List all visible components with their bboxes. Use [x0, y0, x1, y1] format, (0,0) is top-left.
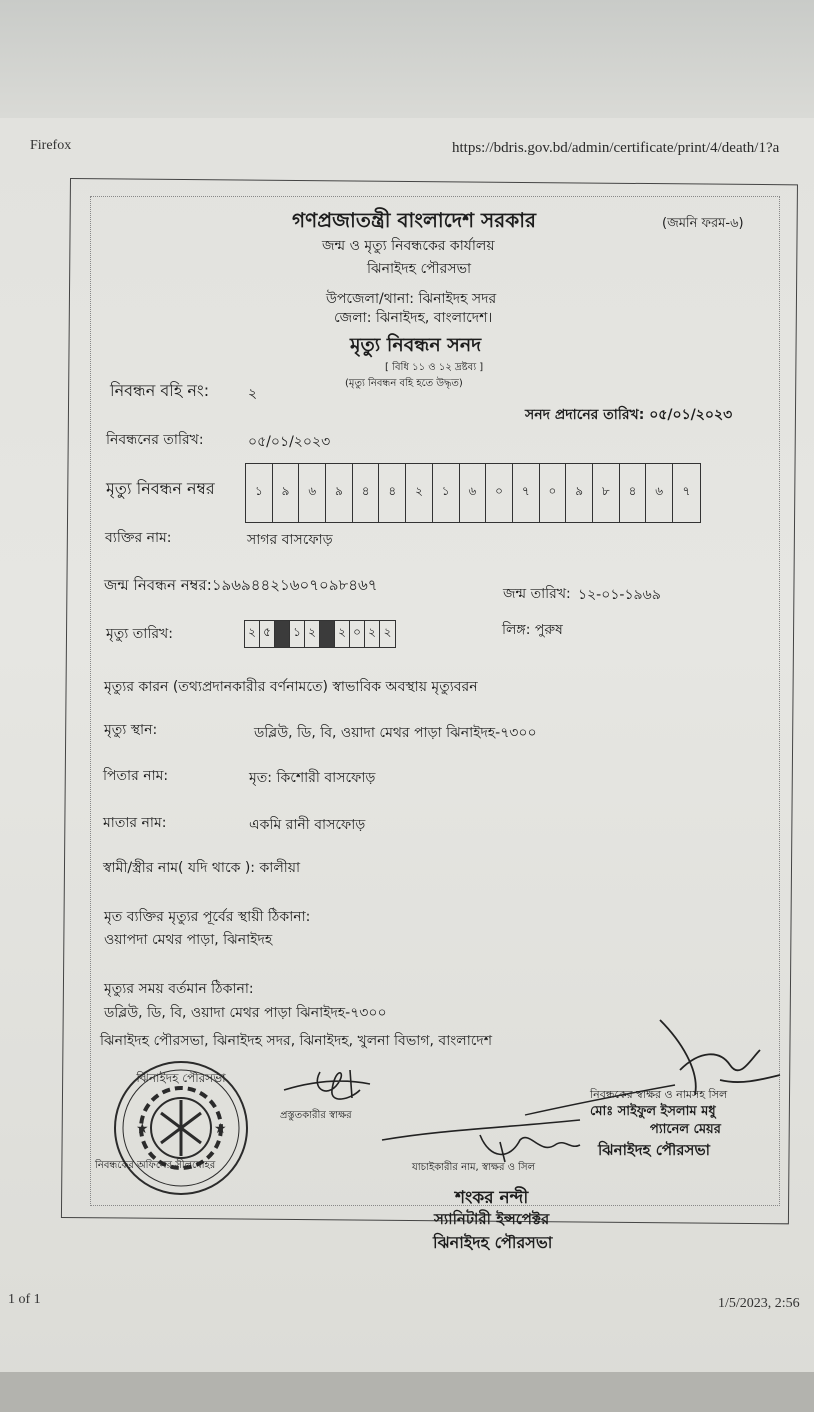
reg-digit: ৭	[513, 464, 540, 522]
office-name: জন্ম ও মৃত্যু নিবন্ধকের কার্যালয়	[322, 238, 495, 254]
reg-digit: ২	[406, 464, 433, 522]
certificate-title: মৃত্যু নিবন্ধন সনদ	[350, 334, 482, 356]
table-surface	[0, 1372, 814, 1412]
reg-digit: ৪	[620, 464, 647, 522]
print-timestamp: 1/5/2023, 2:56	[718, 1296, 800, 1311]
date-digit: ২	[335, 621, 350, 647]
browser-name: Firefox	[30, 138, 72, 153]
municipality-seal	[106, 1058, 256, 1198]
reg-digit: ৯	[326, 464, 353, 522]
preparer-signature	[280, 1060, 390, 1108]
reg-digit: ৬	[646, 464, 673, 522]
rule-reference: [ বিধি ১১ ও ১২ দ্রষ্টব্য ]	[385, 362, 484, 373]
preparer-caption: প্রস্তুতকারীর স্বাক্ষর	[280, 1110, 352, 1121]
registration-date-label: নিবন্ধনের তারিখ:	[106, 432, 204, 448]
gender: লিঙ্গ: পুরুষ	[502, 622, 563, 638]
death-date-boxes	[244, 620, 396, 648]
svg-text:ঝিনাইদহ পৌরসভা: ঝিনাইদহ পৌরসভা	[136, 1071, 226, 1085]
date-separator	[275, 621, 290, 647]
registrar-title: প্যানেল মেয়র	[650, 1122, 721, 1137]
birth-date-label: জন্ম তারিখ:	[503, 586, 571, 602]
death-place-label: মৃত্যু স্থান:	[104, 722, 158, 738]
reg-digit: ৬	[460, 464, 487, 522]
permanent-address-value: ওয়াপদা মেথর পাড়া, ঝিনাইদহ	[104, 932, 273, 948]
reg-digit: ৮	[593, 464, 620, 522]
date-digit: ২	[305, 621, 320, 647]
municipality-name: ঝিনাইদহ পৌরসভা	[367, 261, 472, 277]
reg-digit: ৯	[566, 464, 593, 522]
reg-digit: ৪	[379, 464, 406, 522]
reg-digit: ৪	[353, 464, 380, 522]
birth-date-value: ১২-০১-১৯৬৯	[578, 587, 661, 603]
registrar-caption: নিবন্ধকের স্বাক্ষর ও নামসহ সিল	[590, 1088, 728, 1101]
permanent-address-label: মৃত ব্যক্তির মৃত্যুর পূর্বের স্থায়ী ঠিকানা:	[104, 909, 311, 925]
date-digit: ৫	[260, 621, 275, 647]
issue-date: সনদ প্রদানের তারিখ: ০৫/০১/২০২৩	[525, 407, 733, 423]
inspector-office: ঝিনাইদহ পৌরসভা	[433, 1233, 553, 1252]
death-date-label: মৃত্যু তারিখ:	[106, 626, 173, 642]
upazila: উপজেলা/থানা: ঝিনাইদহ সদর	[326, 291, 497, 307]
reg-digit: ৬	[299, 464, 326, 522]
registrar-office: ঝিনাইদহ পৌরসভা	[598, 1141, 710, 1159]
reg-digit: ০	[540, 464, 567, 522]
mother-name-label: মাতার নাম:	[103, 815, 167, 831]
date-digit: ০	[350, 621, 365, 647]
current-address-line2: ঝিনাইদহ পৌরসভা, ঝিনাইদহ সদর, ঝিনাইদহ, খুলনা বিভাগ, বাংলাদেশ	[100, 1033, 493, 1049]
current-address-label: মৃত্যুর সময় বর্তমান ঠিকানা:	[104, 981, 254, 997]
birth-reg-number: জন্ম নিবন্ধন নম্বর:১৯৬৯৪৪২১৬০৭০৯৮৪৬৭	[104, 576, 378, 594]
form-number: (জমনি ফরম-৬)	[662, 216, 744, 231]
date-digit: ২	[383, 625, 392, 639]
cause-of-death: মৃত্যুর কারন (তথ্যপ্রদানকারীর বর্ণনামতে) স্বাভাবিক অবস্থায় মৃত্যুবরন	[104, 679, 478, 695]
seal-caption: নিবন্ধকের অফিসের সীলমোহর	[95, 1160, 216, 1171]
register-book-value: ২	[248, 386, 258, 402]
death-reg-number-boxes	[245, 463, 701, 523]
register-book-label: নিবন্ধন বহি নং:	[110, 381, 210, 400]
registrar-name: মোঃ সাইফুল ইসলাম মধু	[590, 1104, 716, 1119]
death-place-value: ডব্লিউ, ডি, বি, ওয়াদা মেথর পাড়া ঝিনাইদহ-৭৩০০	[254, 725, 537, 741]
reg-digit: ১	[433, 464, 460, 522]
reg-digit: ০	[486, 464, 513, 522]
reg-digit: ১	[246, 464, 273, 522]
government-title: গণপ্রজাতন্ত্রী বাংলাদেশ সরকার	[292, 208, 536, 232]
district: জেলা: ঝিনাইদহ, বাংলাদেশ।	[334, 310, 493, 326]
date-digit: ১	[290, 621, 305, 647]
inspector-name: শংকর নন্দী	[455, 1188, 529, 1208]
person-name-value: সাগর বাসফোড়	[247, 532, 333, 548]
svg-text:★: ★	[214, 1121, 227, 1137]
mother-name-value: একমি রানী বাসফোড়	[249, 817, 366, 833]
date-digit: ২	[245, 621, 260, 647]
extract-note: (মৃত্যু নিবন্ধন বহি হতে উদ্ধৃত)	[345, 378, 463, 389]
spouse-name: স্বামী/স্ত্রীর নাম( যদি থাকে ): কালীয়া	[103, 860, 301, 876]
death-reg-number-label: মৃত্যু নিবন্ধন নম্বর	[106, 479, 215, 498]
inspector-title: স্যানিটারী ইন্সপেক্টর	[434, 1210, 550, 1228]
verifier-caption: যাচাইকারীর নাম, স্বাক্ষর ও সিল	[412, 1162, 536, 1173]
reg-digit: ৯	[273, 464, 300, 522]
svg-text:★: ★	[136, 1121, 149, 1137]
father-name-label: পিতার নাম:	[103, 768, 169, 784]
father-name-value: মৃত: কিশোরী বাসফোড়	[249, 770, 376, 786]
date-separator	[320, 621, 335, 647]
current-address-line1: ডব্লিউ, ডি, বি, ওয়াদা মেথর পাড়া ঝিনাইদহ-৭৩০০	[104, 1005, 387, 1021]
date-digit: ২	[365, 621, 380, 647]
page-count: 1 of 1	[8, 1292, 41, 1307]
registration-date-value: ০৫/০১/২০২৩	[248, 434, 331, 450]
person-name-label: ব্যক্তির নাম:	[105, 530, 172, 546]
print-url: https://bdris.gov.bd/admin/certificate/print/4/death/1?a	[452, 140, 780, 156]
reg-digit: ৭	[682, 484, 691, 498]
